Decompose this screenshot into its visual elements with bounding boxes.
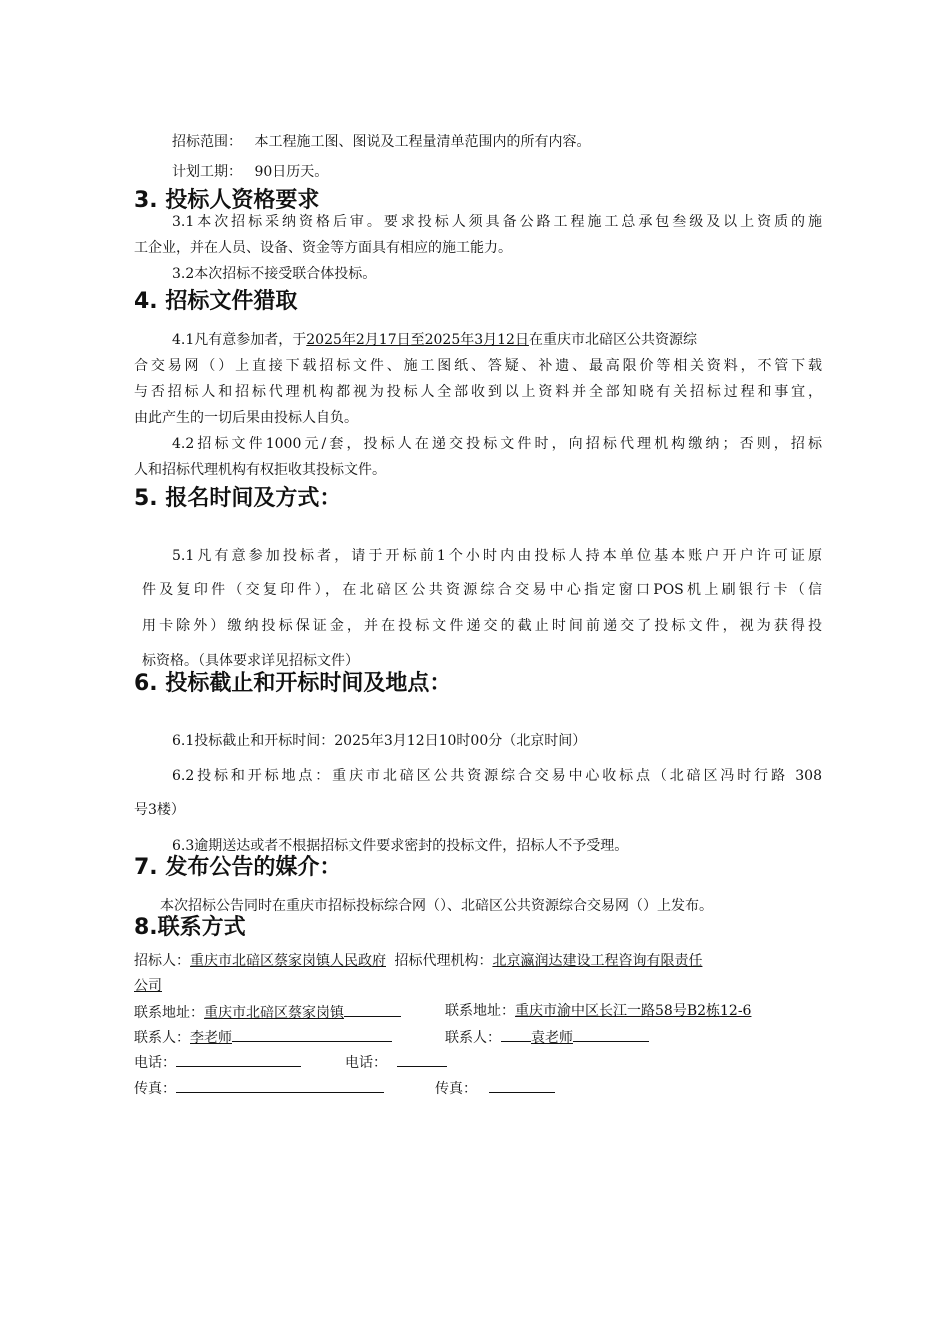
s5-line4: 标资格。（具体要求详见招标文件） xyxy=(142,653,359,669)
tenderer-label: 招标人： xyxy=(134,953,190,969)
s5-line2: 件及复印件（交复印件），在北碚区公共资源综合交易中心指定窗口POS机上刷银行卡（信 xyxy=(142,582,822,598)
s5-line3: 用卡除外）缴纳投标保证金，并在投标文件递交的截止时间前递交了投标文件，视为获得投 xyxy=(142,618,822,634)
tenderer-address: 重庆市北碚区蔡家岗镇 xyxy=(204,1005,344,1021)
fax-1: 传真： xyxy=(134,1077,384,1099)
fax-blank-1 xyxy=(176,1077,384,1093)
period-text: 90日历天。 xyxy=(254,164,329,180)
section-6-heading: 6. 投标截止和开标时间及地点： xyxy=(134,671,452,696)
s6-p2-line1: 6.2投标和开标地点：重庆市北碚区公共资源综合交易中心收标点（北碚区冯时行路 308 xyxy=(172,768,822,784)
s5-line1: 5.1凡有意参加投标者，请于开标前1个小时内由投标人持本单位基本账户开户许可证原 xyxy=(172,548,822,564)
fax-2: 传真： xyxy=(435,1077,555,1099)
s7-text: 本次招标公告同时在重庆市招标投标综合网（）、北碚区公共资源综合交易网（）上发布。 xyxy=(160,898,713,914)
download-date-range: 2025年2月17日至2025年3月12日 xyxy=(306,332,529,348)
s4-p1-line1: 4.1凡有意参加者，于2025年2月17日至2025年3月12日在重庆市北碚区公共资源综 xyxy=(172,332,697,348)
contact-2: 联系人： 袁老师 xyxy=(445,1026,649,1048)
s4-p2-line2: 人和招标代理机构有权拒收其投标文件。 xyxy=(134,462,386,478)
s6-p3: 6.3逾期送达或者不根据招标文件要求密封的投标文件，招标人不予受理。 xyxy=(172,838,629,854)
address-blank xyxy=(344,1001,401,1017)
tenderer-name: 重庆市北碚区蔡家岗镇人民政府 xyxy=(190,953,386,969)
scope-text: 本工程施工图、图说及工程量清单范围内的所有内容。 xyxy=(254,134,591,150)
s4-p1-line4: 由此产生的一切后果由投标人自负。 xyxy=(134,410,358,426)
section-4-heading: 4. 招标文件猎取 xyxy=(134,289,298,314)
scope-line xyxy=(172,132,590,152)
phone-1: 电话： xyxy=(134,1051,301,1073)
contact-1: 联系人：李老师 xyxy=(134,1026,392,1048)
s4-p1-line3: 与否招标人和招标代理机构都视为投标人全部收到以上资料并全部知晓有关招标过程和事宜， xyxy=(134,384,822,400)
section-5-heading: 5. 报名时间及方式： xyxy=(134,486,342,511)
period-label: 计划工期： xyxy=(172,164,242,180)
s4-p1-line2: 合交易网（）上直接下载招标文件、施工图纸、答疑、补遗、最高限价等相关资料，不管下载 xyxy=(134,358,822,374)
s3-p1-line1: 3.1本次招标采纳资格后审。要求投标人须具备公路工程施工总承包叁级及以上资质的施 xyxy=(172,214,822,230)
agency-address: 重庆市渝中区长江一路58号B2栋12-6 xyxy=(515,1003,752,1019)
address-1: 联系地址：重庆市北碚区蔡家岗镇 xyxy=(134,1001,401,1023)
s6-p2-line2: 号3楼） xyxy=(134,802,185,818)
address-2: 联系地址：重庆市渝中区长江一路58号B2栋12-6 xyxy=(445,1003,752,1019)
agency-contact: 袁老师 xyxy=(531,1030,573,1046)
agency-name: 北京瀛润达建设工程咨询有限责任 xyxy=(492,953,703,969)
s4-p2-line1: 4.2招标文件1000元/套，投标人在递交投标文件时，向招标代理机构缴纳；否则，招标 xyxy=(172,436,822,452)
section-7-heading: 7. 发布公告的媒介： xyxy=(134,855,342,880)
s3-p2: 3.2本次招标不接受联合体投标。 xyxy=(172,266,377,282)
phone-blank-1 xyxy=(176,1051,301,1067)
phone-blank-2 xyxy=(397,1051,447,1067)
section-3-heading: 3. 投标人资格要求 xyxy=(134,188,320,213)
fax-blank-2 xyxy=(489,1077,555,1093)
section-8-heading: 8.联系方式 xyxy=(134,915,246,940)
agency-label: 招标代理机构： xyxy=(394,953,493,969)
period-line xyxy=(172,162,328,182)
phone-2: 电话： xyxy=(345,1051,447,1073)
agency-name-line2: 公司 xyxy=(134,978,162,994)
scope-label: 招标范围： xyxy=(172,134,242,150)
tenderer-line xyxy=(134,951,702,971)
tenderer-contact: 李老师 xyxy=(190,1030,232,1046)
s3-p1-line2: 工企业，并在人员、设备、资金等方面具有相应的施工能力。 xyxy=(134,240,512,256)
s6-p1: 6.1投标截止和开标时间：2025年3月12日10时00分（北京时间） xyxy=(172,733,587,749)
